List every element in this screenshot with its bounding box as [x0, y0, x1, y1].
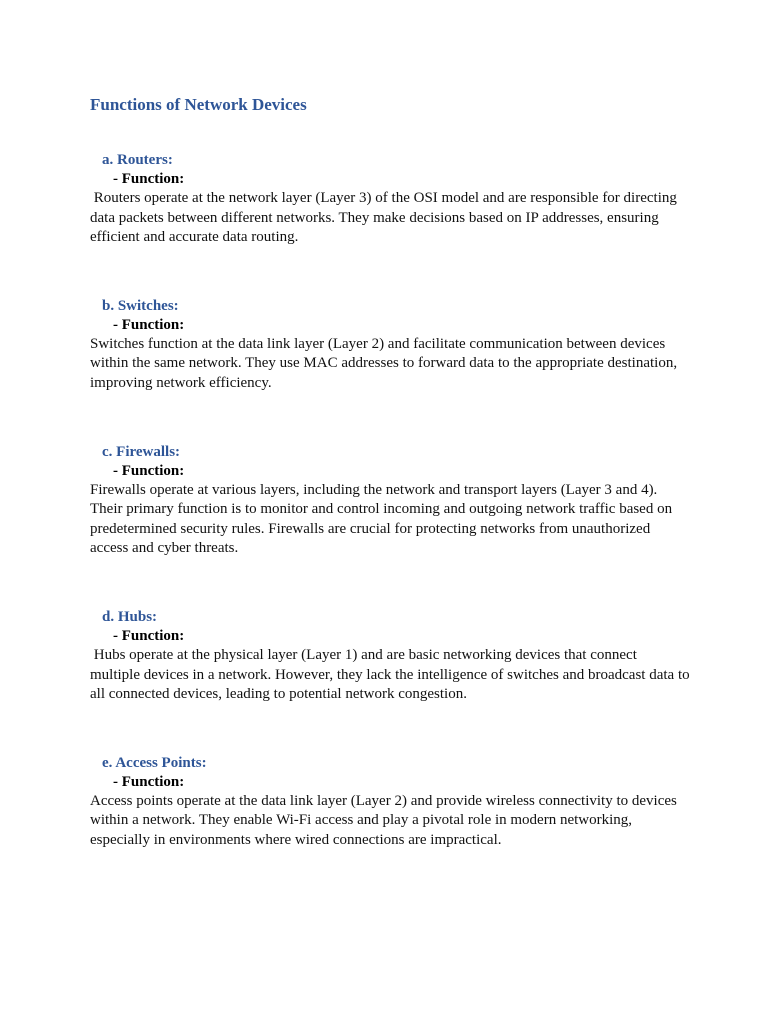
section-access-points — [90, 753, 690, 851]
section-routers — [90, 150, 690, 248]
section-body-text: Routers operate at the network layer (Layer 3) of the OSI model and are responsible for directing data packets between different networks. They make decisions based on IP addresses, ensuring efficient and accurate data routing. — [90, 190, 681, 246]
section-heading: b. Switches: — [102, 297, 179, 314]
section-heading: c. Firewalls: — [102, 443, 181, 460]
function-label: - Function: — [113, 316, 185, 333]
function-label: - Function: — [113, 773, 185, 790]
section-body-text: Firewalls operate at various layers, including the network and transport layers (Layer 3 and 4). Their primary function is to monitor and control incoming and outgoing network traffic based on predetermined security rules. Firewalls are crucial for protecting networks from unauthorized access and cyber threats. — [90, 481, 676, 557]
section-body-text: Switches function at the data link layer (Layer 2) and facilitate communication between devices within the same network. They use MAC addresses to forward data to the appropriate destination, improving network efficiency. — [90, 335, 681, 391]
function-label: - Function: — [113, 627, 185, 644]
section-firewalls — [90, 442, 690, 559]
section-body-text: Access points operate at the data link layer (Layer 2) and provide wireless connectivity to devices within a network. They enable Wi-Fi access and play a pivotal role in modern networking, especially in environments where wired connections are impractical. — [90, 792, 681, 848]
section-heading: d. Hubs: — [102, 608, 158, 625]
function-label: - Function: — [113, 462, 185, 479]
section-hubs — [90, 607, 694, 705]
function-label: - Function: — [113, 171, 185, 187]
section-heading: a. Routers: — [102, 152, 173, 168]
document-page — [90, 94, 694, 899]
document-title: Functions of Network Devices — [90, 95, 307, 114]
section-body-text: Hubs operate at the physical layer (Layer 1) and are basic networking devices that connect multiple devices in a network. However, they lack the intelligence of switches and broadcast data to all connected devices, leading to potential network congestion. — [90, 646, 694, 703]
section-heading: e. Access Points: — [102, 754, 207, 771]
section-switches — [90, 296, 690, 394]
